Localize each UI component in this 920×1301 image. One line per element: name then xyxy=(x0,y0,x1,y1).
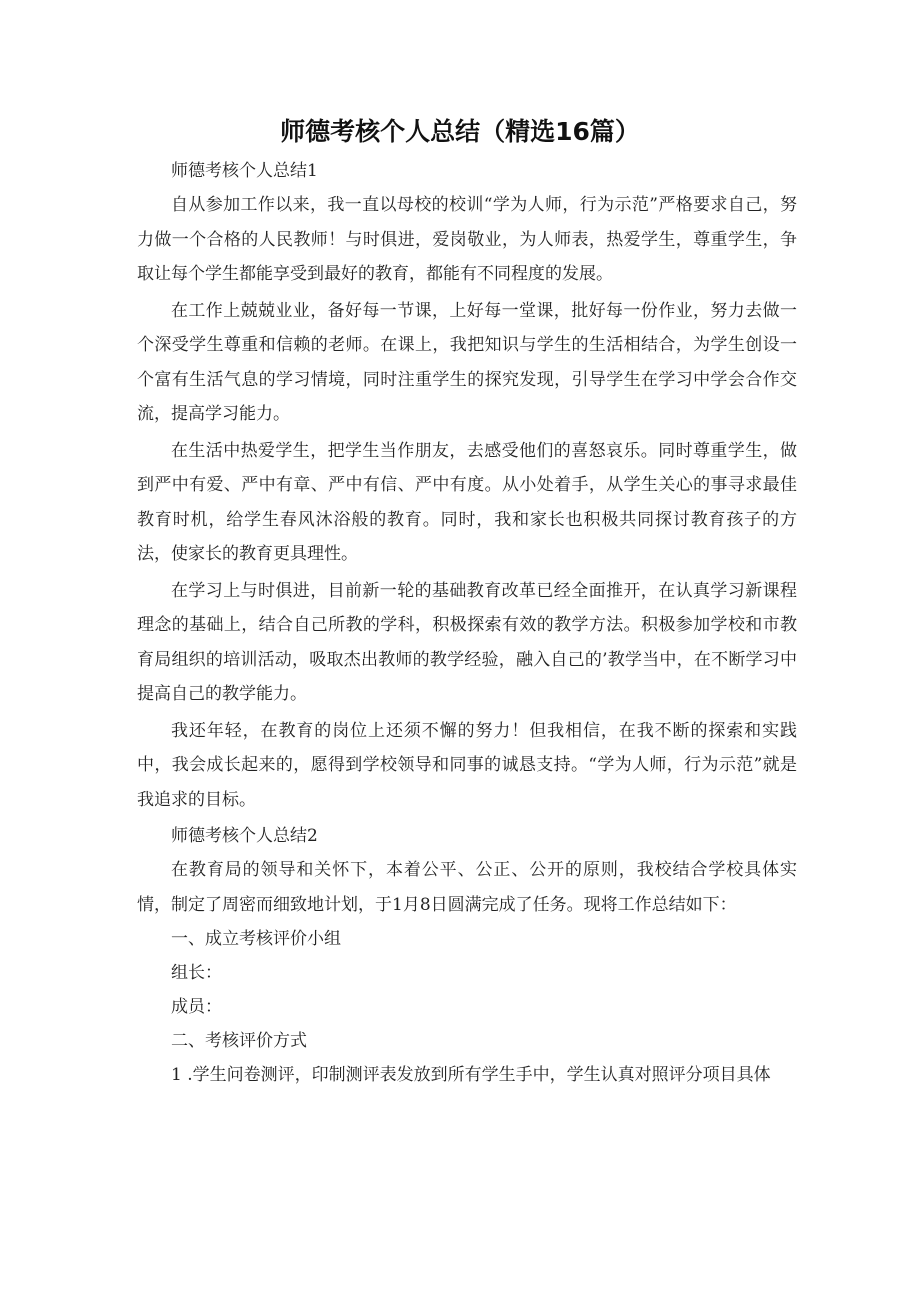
paragraph: 在生活中热爱学生，把学生当作朋友，去感受他们的喜怒哀乐。同时尊重学生，做到严中有爱、严中有章、严中有信、严中有度。从小处着手，从学生关心的事寻求最佳教育时机，给学生春风沐浴般的教育。同时，我和家长也积极共同探讨教育孩子的方法，使家长的教育更具理性。 xyxy=(137,440,797,564)
paragraph: 自从参加工作以来，我一直以母校的校训“学为人师，行为示范”严格要求自己，努力做一个合格的人民教师！与时俱进，爱岗敬业，为人师表，热爱学生，尊重学生，争取让每个学生都能享受到最好的教育，都能有不同程度的发展。 xyxy=(137,195,797,284)
paragraph: 在工作上兢兢业业，备好每一节课，上好每一堂课，批好每一份作业，努力去做一个深受学生尊重和信赖的老师。在课上，我把知识与学生的生活相结合，为学生创设一个富有生活气息的学习情境，同时注重学生的探究发现，引导学生在学习中学会合作交流，提高学习能力。 xyxy=(137,300,797,424)
document-title: 师德考核个人总结（精选16篇） xyxy=(280,117,640,146)
document-body xyxy=(137,154,797,1092)
paragraph: 在学习上与时俱进，目前新一轮的基础教育改革已经全面推开，在认真学习新课程理念的基础上，结合自己所教的学科，积极探索有效的教学方法。积极参加学校和市教育局组织的培训活动，吸取杰出教师的教学经验，融入自己的’教学当中，在不断学习中提高自己的教学能力。 xyxy=(137,580,797,704)
list-line: 二、考核评价方式 xyxy=(171,1031,307,1051)
list-line: 1 .学生问卷测评，印制测评表发放到所有学生手中，学生认真对照评分项目具体 xyxy=(171,1065,771,1085)
list-line: 一、成立考核评价小组 xyxy=(171,929,341,949)
section-heading-2: 师德考核个人总结2 xyxy=(171,826,318,846)
section-heading-1: 师德考核个人总结1 xyxy=(171,161,318,181)
list-line: 成员： xyxy=(171,997,222,1017)
list-line: 组长： xyxy=(171,963,222,983)
paragraph: 在教育局的领导和关怀下，本着公平、公正、公开的原则，我校结合学校具体实情，制定了周密而细致地计划，于1月8日圆满完成了任务。现将工作总结如下： xyxy=(137,860,797,915)
paragraph: 我还年轻，在教育的岗位上还须不懈的努力！但我相信，在我不断的探索和实践中，我会成长起来的，愿得到学校领导和同事的诚恳支持。“学为人师，行为示范”就是我追求的目标。 xyxy=(137,720,797,810)
